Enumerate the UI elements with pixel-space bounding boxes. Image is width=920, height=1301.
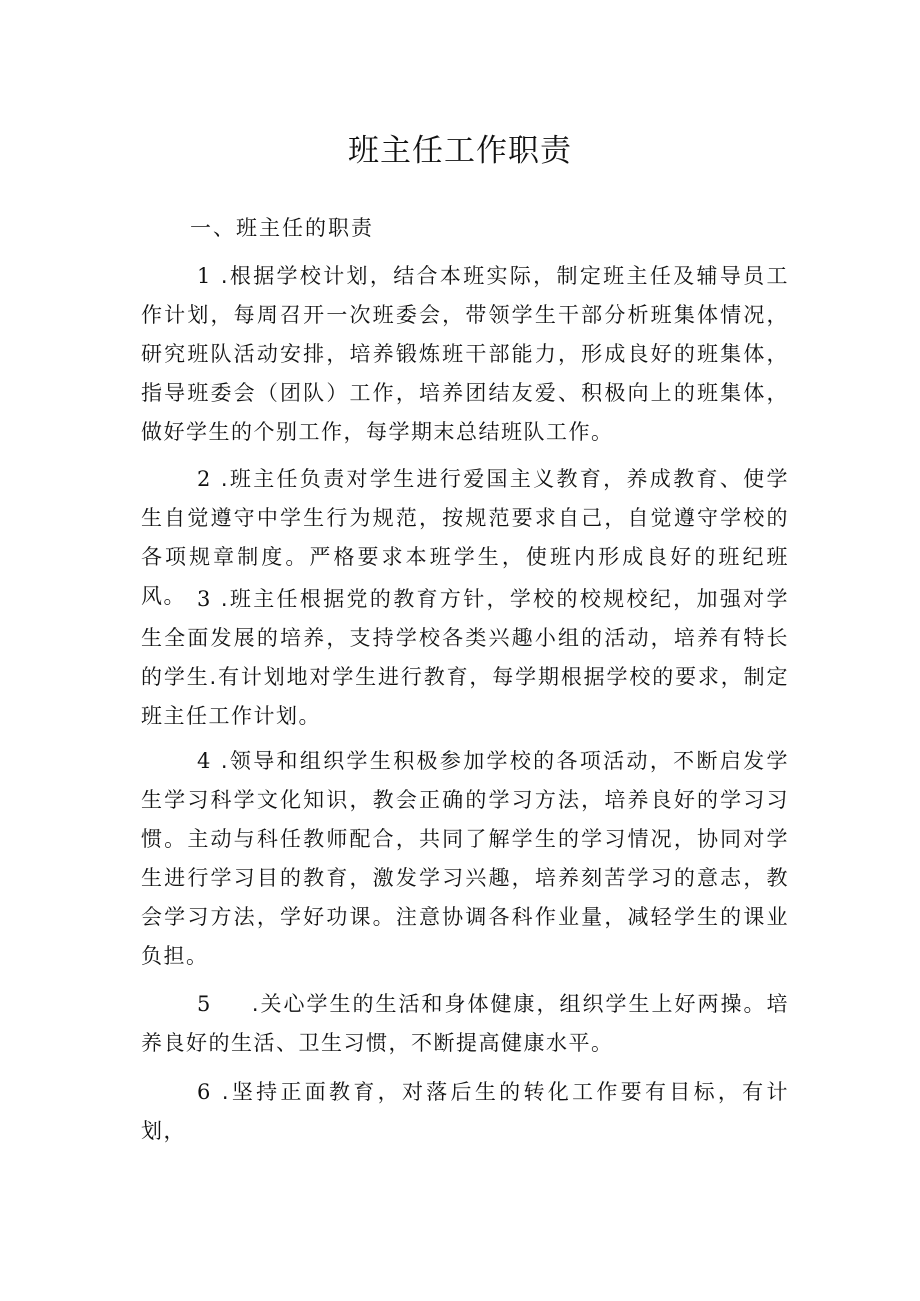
duty-item-1: [141, 257, 789, 452]
item-number: 5: [197, 992, 212, 1016]
item-text: .领导和组织学生积极参加学校的各项活动，不断启发学生学习科学文化知识，教会正确的学习方法，培养良好的学习习惯。主动与科任教师配合，共同了解学生的学习情况，协同对学生进行学习目的教育，激发学习兴趣，培养刻苦学习的意志，教会学习方法，学好功课。注意协调各科作业量，减轻学生的课业负担。: [141, 749, 789, 968]
item-number: 2: [197, 467, 212, 491]
item-text: .班主任根据党的教育方针，学校的校规校纪，加强对学生全面发展的培养，支持学校各类兴趣小组的活动，培养有特长的学生.有计划地对学生进行教育，每学期根据学校的要求，制定班主任工作计划。: [141, 587, 789, 728]
item-number: 3: [197, 587, 212, 611]
item-number: 6: [197, 1080, 212, 1104]
section-heading: 一、班主任的职责: [190, 216, 374, 240]
page-title: 班主任工作职责: [348, 133, 572, 169]
duty-item-6: [141, 1073, 789, 1151]
item-text: .根据学校计划，结合本班实际，制定班主任及辅导员工作计划，每周召开一次班委会，带领学生干部分析班集体情况，研究班队活动安排，培养锻炼班干部能力，形成良好的班集体，指导班委会（团队）工作，培养团结友爱、积极向上的班集体，做好学生的个别工作，每学期末总结班队工作。: [141, 264, 789, 444]
item-number: 1: [197, 264, 212, 288]
duty-item-3: [141, 580, 789, 736]
item-number: 4: [197, 749, 212, 773]
item-text: .关心学生的生活和身体健康，组织学生上好两操。培养良好的生活、卫生习惯，不断提高健康水平。: [141, 992, 789, 1055]
duty-item-4: [141, 742, 789, 976]
duty-item-5: [141, 985, 789, 1063]
item-text: .班主任负责对学生进行爱国主义教育，养成教育、使学生自觉遵守中学生行为规范，按规范要求自己，自觉遵守学校的各项规章制度。严格要求本班学生，使班内形成良好的班纪班风。: [141, 467, 789, 608]
item-text: .坚持正面教育，对落后生的转化工作要有目标，有计划，: [141, 1080, 789, 1143]
